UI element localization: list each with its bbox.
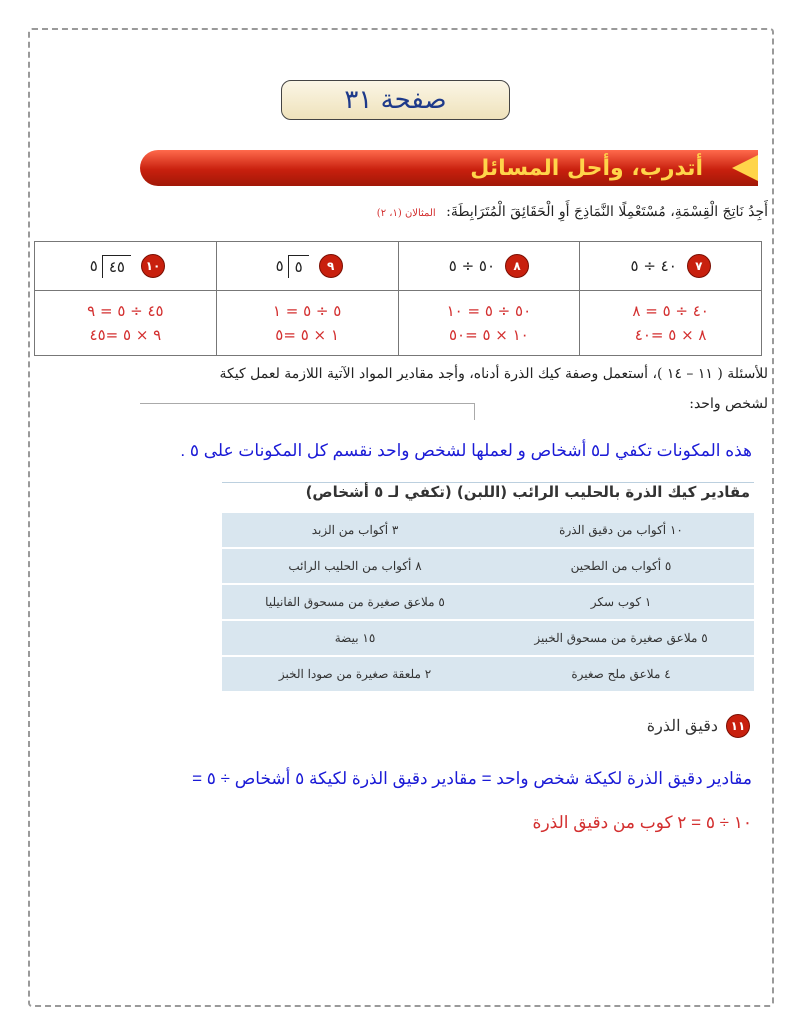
exercise-question: ٤٠ ÷ ٥ (630, 257, 677, 275)
instruction-text: أَجِدُ نَاتِجَ الْقِسْمَةِ، مُسْتَعْمِلًا النَّمَاذِجَ أَوِ الْحَقَائِقَ الْمُتَرَابِطَةَ: (446, 204, 768, 220)
recipe-ingredient: ١ كوب سكر (488, 585, 754, 621)
dividend: ٥ (288, 255, 309, 278)
recipe-ingredient: ٥ ملاعق صغيرة من مسحوق الخبيز (488, 621, 754, 657)
section-banner (140, 150, 758, 186)
answer-line: ٥ ÷ ٥ = ١ (272, 302, 342, 320)
answer-cell (35, 291, 217, 356)
answer-cell (398, 291, 580, 356)
page-title-text: صفحة ٣١ (344, 85, 447, 115)
exercise-table (34, 241, 762, 356)
questions-intro-line2: لشخص واحد: (689, 396, 768, 412)
recipe-ingredient: ١٠ أكواب من دقيق الذرة (488, 513, 754, 549)
solution-line1: مقادير دقيق الذرة لكيكة شخص واحد = مقادير دقيق الذرة لكيكة ٥ أشخاص ÷ ٥ = (192, 769, 752, 788)
recipe-ingredient: ٢ ملعقة صغيرة من صودا الخبز (222, 657, 488, 693)
exercise-number-badge: ١٠ (141, 254, 165, 278)
divisor: ٥ (89, 256, 98, 275)
recipe-grid (222, 513, 754, 693)
answer-line: ٨ × ٥ =٤٠ (634, 326, 707, 344)
question-number-badge: ١١ (726, 714, 750, 738)
answer-line: ٩ × ٥ =٤٥ (89, 326, 162, 344)
long-division (272, 255, 309, 278)
recipe-ingredient: ٣ أكواب من الزبد (222, 513, 488, 549)
divisor: ٥ (275, 256, 284, 275)
answer-line: ١٠ × ٥ =٥٠ (448, 326, 529, 344)
recipe-title: مقادير كيك الذرة بالحليب الرائب (اللبن) (تكفي لـ ٥ أشخاص) (222, 483, 754, 513)
dividend: ٤٥ (102, 255, 131, 278)
exercise-number-badge: ٧ (687, 254, 711, 278)
recipe-ingredient: ١٥ بيضة (222, 621, 488, 657)
blank-answer-area (140, 403, 475, 420)
question-label: دقيق الذرة (646, 718, 718, 735)
question-11 (647, 714, 750, 738)
exercise-number-badge: ٨ (505, 254, 529, 278)
recipe-ingredient: ٤ ملاعق ملح صغيرة (488, 657, 754, 693)
recipe-ingredient: ٨ أكواب من الحليب الرائب (222, 549, 488, 585)
recipe-ingredient: ٥ ملاعق صغيرة من مسحوق الفانيليا (222, 585, 488, 621)
long-division (86, 255, 131, 278)
exercise-cell-7 (580, 242, 762, 291)
exercise-number-badge: ٩ (319, 254, 343, 278)
answer-line: ١ × ٥ =٥ (275, 326, 339, 344)
banner-label: أتدرب، وأحل المسائل (470, 155, 703, 181)
exercise-cell-10 (35, 242, 217, 291)
answer-line: ٤٥ ÷ ٥ = ٩ (87, 302, 164, 320)
answer-line: ٤٠ ÷ ٥ = ٨ (632, 302, 709, 320)
answer-cell (580, 291, 762, 356)
solution-line2: ١٠ ÷ ٥ = ٢ كوب من دقيق الذرة (532, 813, 752, 832)
recipe-box (222, 482, 754, 693)
answer-cell (216, 291, 398, 356)
example-reference: المثالان (١، ٢) (376, 208, 436, 219)
recipe-ingredient: ٥ أكواب من الطحين (488, 549, 754, 585)
page-title (281, 80, 510, 120)
questions-intro-line1: للأسئلة ( ١١ – ١٤ )، أستعمل وصفة كيك الذرة أدناه، وأجد مقادير المواد الآتية اللازمة لعمل كيكة (219, 366, 768, 382)
answer-line: ٥٠ ÷ ٥ = ١٠ (446, 302, 532, 320)
exercise-cell-9 (216, 242, 398, 291)
instruction (48, 204, 768, 220)
arrow-icon (732, 155, 758, 181)
exercise-question: ٥٠ ÷ ٥ (448, 257, 496, 275)
note-text: هذه المكونات تكفي لـ٥ أشخاص و لعملها لشخص واحد نقسم كل المكونات على ٥ . (180, 441, 752, 460)
exercise-cell-8 (398, 242, 580, 291)
